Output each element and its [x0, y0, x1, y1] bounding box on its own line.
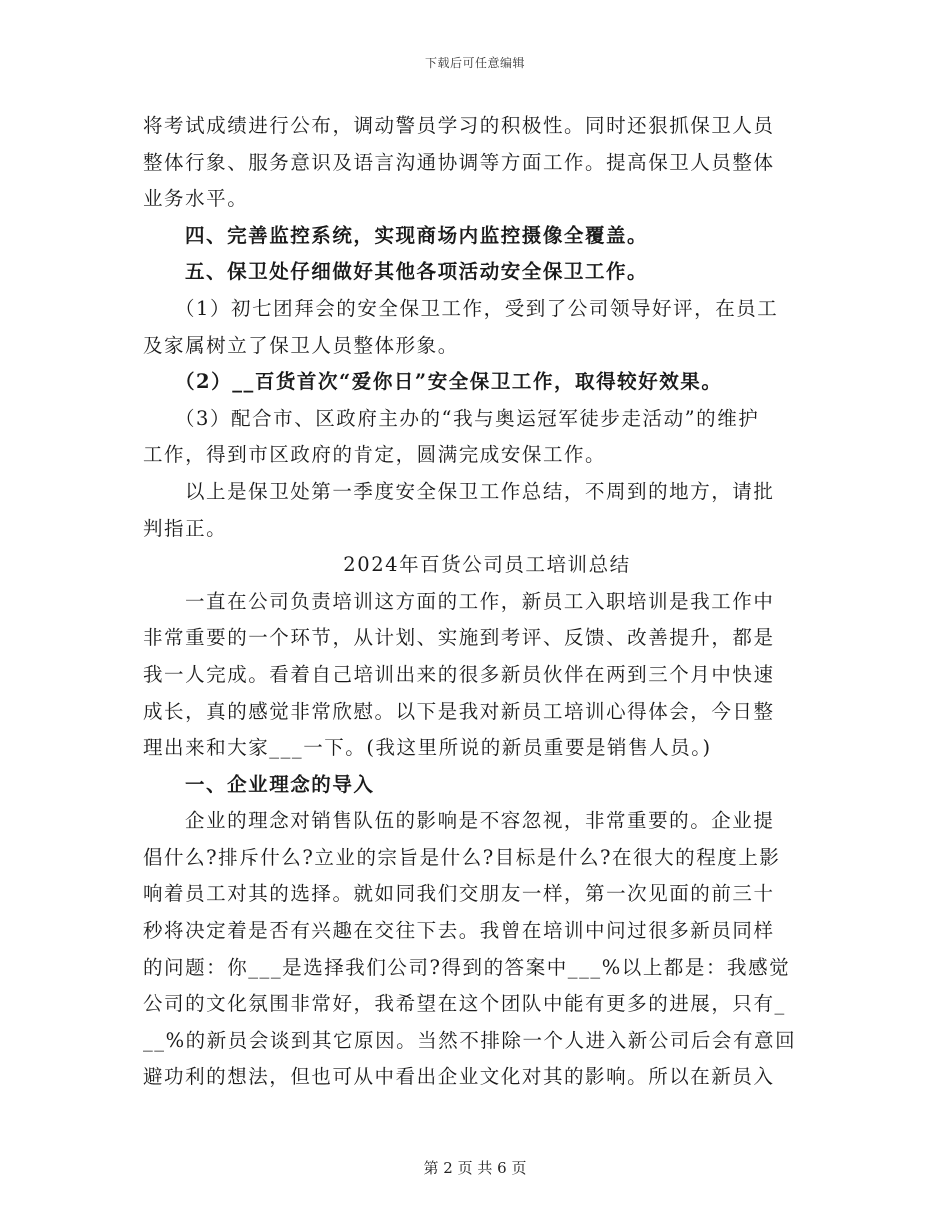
section-heading-5: 五、保卫处仔细做好其他各项活动安全保卫工作。: [185, 260, 649, 284]
body-line: 倡什么?排斥什么?立业的宗旨是什么?目标是什么?在很大的程度上影: [143, 845, 781, 869]
body-line: 公司的文化氛围非常好，我希望在这个团队中能有更多的进展，只有_: [143, 992, 786, 1016]
body-line: 整体行象、服务意识及语言沟通协调等方面工作。提高保卫人员整体: [143, 150, 775, 174]
page-number: 第 2 页 共 6 页: [423, 1159, 527, 1177]
body-line: （1）初七团拜会的安全保卫工作，受到了公司领导好评，在员工: [175, 296, 779, 320]
body-line: 我一人完成。看着自己培训出来的很多新员伙伴在两到三个月中快速: [143, 662, 775, 686]
body-line: 将考试成绩进行公布，调动警员学习的积极性。同时还狠抓保卫人员: [143, 114, 775, 137]
section-heading-4: 四、完善监控系统，实现商场内监控摄像全覆盖。: [185, 223, 649, 247]
page-header-note: 下载后可任意编辑: [424, 56, 525, 70]
body-line: 及家属树立了保卫人员整体形象。: [143, 333, 459, 357]
body-line: 秒将决定着是否有兴趣在交往下去。我曾在培训中问过很多新员同样: [143, 919, 775, 943]
body-line: 理出来和大家___一下。(我这里所说的新员重要是销售人员。): [143, 736, 712, 760]
body-line: （3）配合市、区政府主办的“我与奥运冠军徒步走活动”的维护: [175, 406, 760, 430]
body-line: 成长，真的感觉非常欣慰。以下是我对新员工培训心得体会，今日整: [143, 699, 775, 723]
body-line: 非常重要的一个环节，从计划、实施到考评、反馈、改善提升，都是: [143, 626, 775, 650]
body-line: 业务水平。: [143, 187, 249, 211]
body-line: 以上是保卫处第一季度安全保卫工作总结，不周到的地方，请批: [185, 479, 775, 503]
document-body: [143, 108, 807, 1096]
body-line: 企业的理念对销售队伍的影响是不容忽视，非常重要的。企业提: [185, 809, 775, 833]
item-heading-2: （2）__百货首次“爱你日”安全保卫工作，取得较好效果。: [175, 370, 723, 394]
document-title: 2024年百货公司员工培训总结: [343, 553, 631, 577]
section-heading-1: 一、企业理念的导入: [185, 772, 375, 796]
body-line: 响着员工对其的选择。就如同我们交朋友一样，第一次见面的前三十: [143, 882, 775, 906]
body-line: 的问题：你___是选择我们公司?得到的答案中___%以上都是：我感觉: [143, 955, 791, 979]
body-line: 一直在公司负责培训这方面的工作，新员工入职培训是我工作中: [185, 589, 775, 613]
body-line: __%的新员会谈到其它原因。当然不排除一个人进入新公司后会有意回: [143, 1028, 797, 1052]
body-line: 避功利的想法，但也可从中看出企业文化对其的影响。所以在新员入: [143, 1065, 775, 1089]
body-line: 判指正。: [143, 516, 228, 540]
body-line: 工作，得到市区政府的肯定，圆满完成安保工作。: [143, 443, 607, 467]
